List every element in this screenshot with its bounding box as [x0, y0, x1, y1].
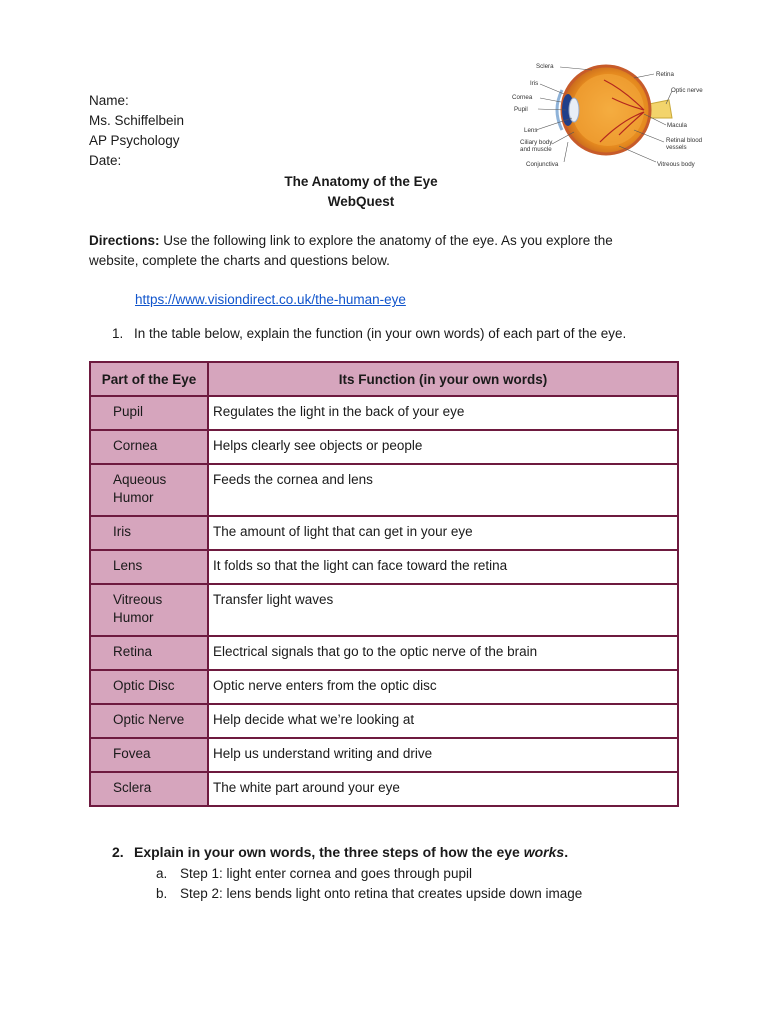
step-text[interactable]: Step 2: lens bends light onto retina that creates upside down image — [180, 886, 583, 901]
directions-line-1 — [89, 231, 613, 251]
question-1-number: 1. — [112, 326, 124, 341]
function-cell[interactable]: Helps clearly see objects or people — [208, 430, 678, 464]
part-cell: Pupil — [90, 396, 208, 430]
diagram-label-lens: Lens — [524, 127, 538, 134]
eye-anatomy-diagram — [504, 50, 714, 175]
part-cell: Retina — [90, 636, 208, 670]
function-cell[interactable]: Electrical signals that go to the optic nerve of the brain — [208, 636, 678, 670]
diagram-label-retinal-1: Retinal blood — [666, 137, 703, 144]
table-row — [90, 550, 678, 584]
directions-text-1: Use the following link to explore the anatomy of the eye. As you explore the — [159, 233, 613, 248]
diagram-label-macula: Macula — [667, 122, 687, 129]
function-cell[interactable]: The amount of light that can get in your eye — [208, 516, 678, 550]
table-row — [90, 430, 678, 464]
question-2 — [112, 844, 568, 860]
function-cell[interactable]: Feeds the cornea and lens — [208, 464, 678, 516]
part-cell: Optic Nerve — [90, 704, 208, 738]
table-row — [90, 704, 678, 738]
diagram-label-cornea: Cornea — [512, 94, 533, 101]
function-cell[interactable]: Regulates the light in the back of your eye — [208, 396, 678, 430]
part-line-1: Vitreous — [113, 592, 163, 607]
part-cell: Cornea — [90, 430, 208, 464]
visiondirect-link[interactable]: https://www.visiondirect.co.uk/the-human-eye — [135, 292, 406, 307]
diagram-label-optic-nerve: Optic nerve — [671, 87, 703, 94]
diagram-label-sclera: Sclera — [536, 63, 554, 70]
step-letter: b. — [156, 886, 168, 901]
diagram-label-iris: Iris — [530, 80, 539, 87]
table-row — [90, 670, 678, 704]
table-row — [90, 636, 678, 670]
step-letter: a. — [156, 866, 168, 881]
table-row — [90, 516, 678, 550]
part-line-2: Humor — [113, 490, 154, 505]
part-cell: Sclera — [90, 772, 208, 806]
diagram-label-vitreous: Vitreous body — [657, 161, 695, 168]
function-cell[interactable]: Optic nerve enters from the optic disc — [208, 670, 678, 704]
table-row — [90, 772, 678, 806]
step-item — [156, 884, 582, 904]
diagram-label-pupil: Pupil — [514, 106, 528, 113]
step-text[interactable]: Step 1: light enter cornea and goes through pupil — [180, 866, 472, 881]
part-line-1: Aqueous — [113, 472, 167, 487]
directions-label: Directions: — [89, 233, 160, 248]
part-cell — [90, 464, 208, 516]
part-cell: Optic Disc — [90, 670, 208, 704]
table-row — [90, 464, 678, 516]
function-cell[interactable]: Help decide what we’re looking at — [208, 704, 678, 738]
function-cell[interactable]: Transfer light waves — [208, 584, 678, 636]
diagram-label-ciliary-2: and muscle — [520, 146, 552, 153]
table-row — [90, 396, 678, 430]
title-line-2: WebQuest — [327, 194, 395, 209]
question-2-emphasis: works — [523, 844, 565, 860]
part-cell — [90, 584, 208, 636]
eye-function-table — [89, 361, 679, 807]
function-cell[interactable]: Help us understand writing and drive — [208, 738, 678, 772]
part-cell: Iris — [90, 516, 208, 550]
function-cell[interactable]: It folds so that the light can face toward the retina — [208, 550, 678, 584]
diagram-label-retinal-2: vessels — [666, 144, 687, 151]
title-line-1: The Anatomy of the Eye — [284, 174, 438, 189]
question-1 — [112, 324, 626, 344]
diagram-label-retina: Retina — [656, 71, 674, 78]
name-label: Name: — [89, 93, 129, 108]
teacher-name: Ms. Schiffelbein — [89, 113, 185, 128]
part-cell: Lens — [90, 550, 208, 584]
question-2-number: 2. — [112, 844, 124, 860]
diagram-label-ciliary-1: Ciliary body — [520, 139, 553, 146]
table-row — [90, 738, 678, 772]
header-function: Its Function (in your own words) — [208, 362, 678, 396]
course-name: AP Psychology — [89, 133, 180, 148]
part-cell: Fovea — [90, 738, 208, 772]
question-2-text: Explain in your own words, the three steps of how the eye — [134, 844, 524, 860]
date-label: Date: — [89, 153, 122, 168]
step-item — [156, 864, 472, 884]
part-line-2: Humor — [113, 610, 154, 625]
question-2-period: . — [564, 844, 569, 860]
directions-line-2: website, complete the charts and questions below. — [89, 253, 390, 268]
diagram-label-conjunctiva: Conjunctiva — [526, 161, 559, 168]
function-cell[interactable]: The white part around your eye — [208, 772, 678, 806]
table-row — [90, 584, 678, 636]
question-1-text: In the table below, explain the function (in your own words) of each part of the eye. — [134, 326, 627, 341]
header-part: Part of the Eye — [90, 362, 208, 396]
